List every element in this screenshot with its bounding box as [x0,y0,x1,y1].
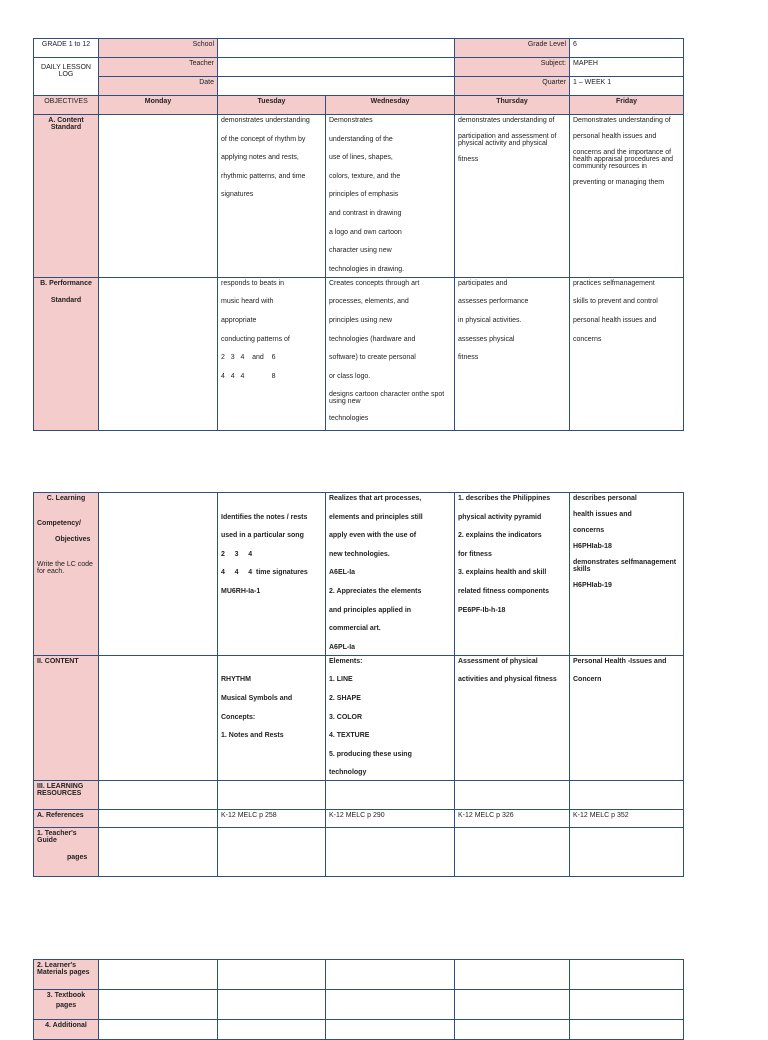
learning-resources-monday[interactable] [99,781,218,810]
content-label: II. CONTENT [34,655,99,781]
content-standard-tuesday[interactable]: demonstrates understanding of the concept of rhythm by applying notes and rests, rhythmic patterns, and time signatures [218,115,326,278]
content-standard-monday[interactable] [99,115,218,278]
references-thursday[interactable]: K-12 MELC p 326 [455,810,570,828]
performance-standard-friday[interactable]: practices selfmanagement skills to prevent and control personal health issues and concerns [570,277,684,430]
lesson-log-table-top [33,38,684,431]
learning-resources-tuesday[interactable] [218,781,326,810]
textbook-monday[interactable] [99,990,218,1020]
school-field[interactable] [218,39,455,58]
learning-competency-label: C. Learning Competency/ Objectives Write the LC code for each. [34,493,99,656]
learning-resources-thursday[interactable] [455,781,570,810]
subject-value[interactable]: MAPEH [570,58,684,77]
teacher-field[interactable] [218,58,455,77]
textbook-label: 3. Textbook pages [34,990,99,1020]
learners-materials-label: 2. Learner's Materials pages [34,960,99,990]
references-wednesday[interactable]: K-12 MELC p 290 [326,810,455,828]
learning-competency-thursday[interactable]: 1. describes the Philippines physical activity pyramid 2. explains the indicators for fitness 3. explains health and skill related fitness components PE6PF-Ib-h-18 [455,493,570,656]
teachers-guide-tuesday[interactable] [218,828,326,877]
content-friday[interactable]: Personal Health -Issues and Concern [570,655,684,781]
day-header-monday: Monday [99,96,218,115]
additional-thursday[interactable] [455,1020,570,1040]
learners-materials-monday[interactable] [99,960,218,990]
quarter-value[interactable]: 1 – WEEK 1 [570,77,684,96]
content-tuesday[interactable]: RHYTHM Musical Symbols and Concepts: 1. Notes and Rests [218,655,326,781]
additional-tuesday[interactable] [218,1020,326,1040]
lesson-log-table-bottom [33,959,684,1040]
textbook-tuesday[interactable] [218,990,326,1020]
performance-standard-monday[interactable] [99,277,218,430]
learners-materials-tuesday[interactable] [218,960,326,990]
content-thursday[interactable]: Assessment of physical activities and physical fitness [455,655,570,781]
references-label: A. References [34,810,99,828]
day-header-friday: Friday [570,96,684,115]
textbook-friday[interactable] [570,990,684,1020]
teachers-guide-monday[interactable] [99,828,218,877]
content-standard-friday[interactable]: Demonstrates understanding of personal health issues and concerns and the importance of health appraisal procedures and community resources in preventing or managing them [570,115,684,278]
additional-monday[interactable] [99,1020,218,1040]
textbook-thursday[interactable] [455,990,570,1020]
day-header-tuesday: Tuesday [218,96,326,115]
teachers-guide-thursday[interactable] [455,828,570,877]
teachers-guide-wednesday[interactable] [326,828,455,877]
learners-materials-thursday[interactable] [455,960,570,990]
grade-level-value[interactable]: 6 [570,39,684,58]
learning-competency-tuesday[interactable]: Identifies the notes / rests used in a particular song 2 3 4 4 4 4 time signatures MU6RH-Ia-1 [218,493,326,656]
textbook-wednesday[interactable] [326,990,455,1020]
references-monday[interactable] [99,810,218,828]
teachers-guide-friday[interactable] [570,828,684,877]
content-monday[interactable] [99,655,218,781]
objectives-header: OBJECTIVES [34,96,99,115]
additional-friday[interactable] [570,1020,684,1040]
learning-competency-friday[interactable]: describes personal health issues and concerns H6PHIab-18 demonstrates selfmanagement skills H6PHIab-19 [570,493,684,656]
date-field[interactable] [218,77,455,96]
learners-materials-friday[interactable] [570,960,684,990]
day-header-wednesday: Wednesday [326,96,455,115]
additional-wednesday[interactable] [326,1020,455,1040]
references-friday[interactable]: K-12 MELC p 352 [570,810,684,828]
day-header-thursday: Thursday [455,96,570,115]
performance-standard-tuesday[interactable]: responds to beats in music heard with appropriate conducting patterns of 2 3 4 and 6 4 4 4 8 [218,277,326,430]
lesson-log-table-middle [33,492,684,877]
learning-competency-monday[interactable] [99,493,218,656]
learning-resources-wednesday[interactable] [326,781,455,810]
teacher-label: Teacher [99,58,218,77]
grade-range: GRADE 1 to 12 [34,39,99,58]
performance-standard-wednesday[interactable]: Creates concepts through art processes, elements, and principles using new technologies (hardware and software) to create personal or class logo. designs cartoon character onthe spot using new technologies [326,277,455,430]
references-tuesday[interactable]: K-12 MELC p 258 [218,810,326,828]
performance-standard-thursday[interactable]: participates and assesses performance in physical activities. assesses physical fitness [455,277,570,430]
content-wednesday[interactable]: Elements: 1. LINE 2. SHAPE 3. COLOR 4. TEXTURE 5. producing these using technology [326,655,455,781]
quarter-label: Quarter [455,77,570,96]
content-standard-wednesday[interactable]: Demonstrates understanding of the use of lines, shapes, colors, texture, and the principles of emphasis and contrast in drawing a logo and own cartoon character using new technologies in drawing. [326,115,455,278]
learners-materials-wednesday[interactable] [326,960,455,990]
additional-label: 4. Additional [34,1020,99,1040]
subject-label: Subject: [455,58,570,77]
learning-resources-friday[interactable] [570,781,684,810]
date-label: Date [99,77,218,96]
content-standard-thursday[interactable]: demonstrates understanding of participation and assessment of physical activity and physical fitness [455,115,570,278]
content-standard-label: A. Content Standard [34,115,99,278]
school-label: School [99,39,218,58]
teachers-guide-label: 1. Teacher's Guide pages [34,828,99,877]
grade-level-label: Grade Level [455,39,570,58]
learning-resources-label: III. LEARNING RESOURCES [34,781,99,810]
learning-competency-wednesday[interactable]: Realizes that art processes, elements and principles still apply even with the use of new technologies. A6EL-Ia 2. Appreciates the elements and principles applied in commercial art. A6PL-Ia [326,493,455,656]
log-title: DAILY LESSON LOG [34,58,99,96]
performance-standard-label: B. Performance Standard [34,277,99,430]
